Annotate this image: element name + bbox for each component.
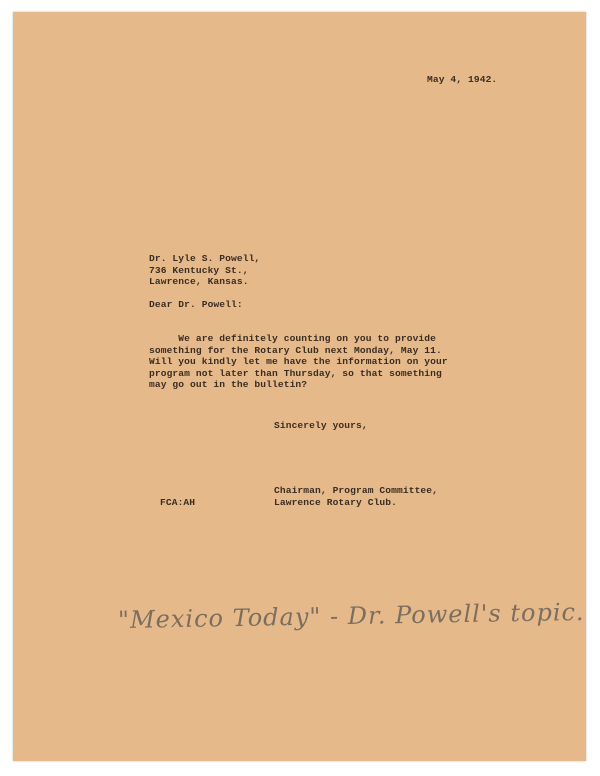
- address-line: 736 Kentucky St.,: [149, 264, 249, 276]
- body-line: may go out in the bulletin?: [149, 379, 308, 390]
- closing: Sincerely yours,: [274, 420, 368, 431]
- address-line: Lawrence, Kansas.: [149, 276, 249, 287]
- body-line: We are definitely counting on you to provide: [149, 333, 437, 344]
- signature-line: Lawrence Rotary Club.: [274, 496, 398, 508]
- body-line: Will you kindly let me have the information on your: [149, 356, 448, 367]
- reference-initials: FCA:AH: [160, 497, 196, 508]
- signature-block: [274, 485, 438, 508]
- address-line: Dr. Lyle S. Powell,: [149, 253, 261, 264]
- body-line: something for the Rotary Club next Monday, May 11.: [149, 344, 442, 356]
- signature-line: Chairman, Program Committee,: [274, 485, 439, 496]
- letter-page: [13, 12, 586, 761]
- letter-body: [149, 333, 448, 391]
- recipient-address: [149, 253, 260, 288]
- handwritten-note: "Mexico Today" - Dr. Powell's topic.: [117, 597, 585, 635]
- body-line: program not later than Thursday, so that something: [149, 367, 442, 379]
- salutation: Dear Dr. Powell:: [149, 299, 243, 310]
- letter-date: May 4, 1942.: [427, 74, 498, 85]
